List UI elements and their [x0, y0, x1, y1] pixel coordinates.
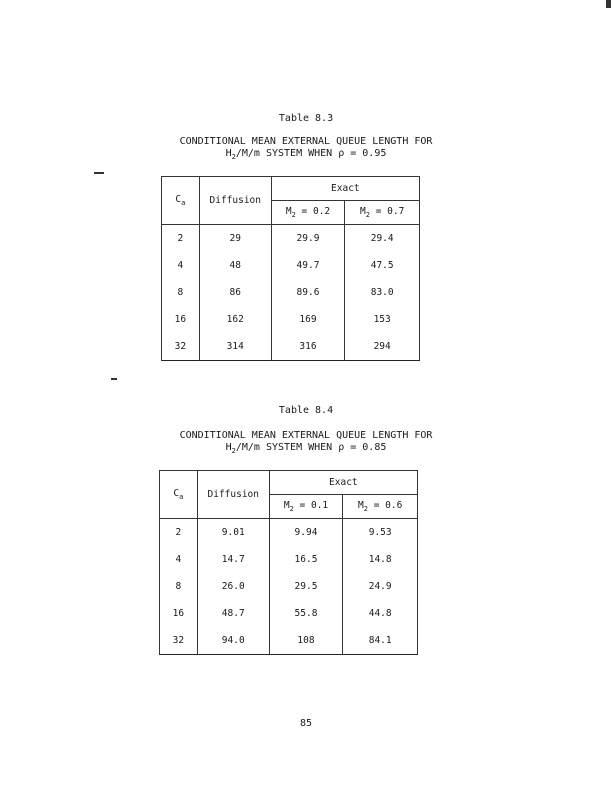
cell-exact-a: 16.5 — [269, 546, 343, 573]
cell-exact-b: 14.8 — [343, 546, 418, 573]
cell-diffusion: 26.0 — [197, 573, 269, 600]
cell-diffusion: 94.0 — [197, 627, 269, 655]
cell-ca: 16 — [160, 600, 198, 627]
table-row — [160, 519, 418, 547]
table-caption-line1: CONDITIONAL MEAN EXTERNAL QUEUE LENGTH FOR — [179, 430, 433, 441]
exact-header: Exact — [271, 177, 419, 201]
diffusion-header: Diffusion — [197, 471, 269, 519]
cell-exact-a: 169 — [271, 306, 345, 333]
cell-ca: 16 — [162, 306, 200, 333]
table-row — [160, 546, 418, 573]
cell-exact-b: 84.1 — [343, 627, 418, 655]
table-row — [162, 252, 420, 279]
queue-length-table — [159, 470, 418, 655]
cell-exact-b: 9.53 — [343, 519, 418, 547]
cell-exact-a: 316 — [271, 333, 345, 361]
exact-header: Exact — [269, 471, 417, 495]
cell-ca: 32 — [162, 333, 200, 361]
table-caption-line2: $H_2/M/m$ SYSTEM WHEN ρ = 0.85 — [225, 442, 387, 455]
cell-ca: 2 — [160, 519, 198, 547]
cell-ca: 4 — [160, 546, 198, 573]
table-row — [160, 573, 418, 600]
table-title: Table 8.3 — [278, 113, 334, 124]
cell-exact-a: 29.9 — [271, 225, 345, 253]
scan-mark — [111, 378, 117, 380]
table-row — [162, 279, 420, 306]
cell-diffusion: 29 — [199, 225, 271, 253]
page-number: 85 — [299, 718, 313, 729]
scan-mark — [606, 0, 611, 8]
cell-ca: 8 — [162, 279, 200, 306]
cell-exact-b: 24.9 — [343, 573, 418, 600]
cell-diffusion: 48 — [199, 252, 271, 279]
cell-exact-a: 49.7 — [271, 252, 345, 279]
cell-exact-a: 89.6 — [271, 279, 345, 306]
cell-exact-b: 153 — [345, 306, 420, 333]
cell-exact-a: 55.8 — [269, 600, 343, 627]
m2-header-b: $M_2 = 0.6$ — [343, 495, 418, 519]
ca-header: $C_a$ — [162, 177, 200, 225]
cell-ca: 8 — [160, 573, 198, 600]
cell-exact-a: 29.5 — [269, 573, 343, 600]
table-row — [162, 333, 420, 361]
m2-header-a: $M_2 = 0.2$ — [271, 201, 345, 225]
cell-exact-b: 294 — [345, 333, 420, 361]
cell-diffusion: 86 — [199, 279, 271, 306]
cell-diffusion: 162 — [199, 306, 271, 333]
cell-exact-a: 9.94 — [269, 519, 343, 547]
cell-diffusion: 9.01 — [197, 519, 269, 547]
table-row — [162, 225, 420, 253]
cell-diffusion: 314 — [199, 333, 271, 361]
cell-exact-b: 83.0 — [345, 279, 420, 306]
queue-length-table — [161, 176, 420, 361]
cell-ca: 4 — [162, 252, 200, 279]
ca-header: $C_a$ — [160, 471, 198, 519]
table-title: Table 8.4 — [278, 405, 334, 416]
m2-header-b: $M_2 = 0.7$ — [345, 201, 420, 225]
cell-ca: 32 — [160, 627, 198, 655]
cell-exact-b: 29.4 — [345, 225, 420, 253]
diffusion-header: Diffusion — [199, 177, 271, 225]
table-caption-line2: $H_2/M/m$ SYSTEM WHEN ρ = 0.95 — [225, 148, 387, 161]
table-row — [160, 627, 418, 655]
cell-diffusion: 14.7 — [197, 546, 269, 573]
m2-header-a: $M_2 = 0.1$ — [269, 495, 343, 519]
cell-exact-a: 108 — [269, 627, 343, 655]
table-caption-line1: CONDITIONAL MEAN EXTERNAL QUEUE LENGTH FOR — [179, 136, 433, 147]
scan-mark — [94, 172, 104, 174]
cell-ca: 2 — [162, 225, 200, 253]
cell-exact-b: 44.8 — [343, 600, 418, 627]
cell-diffusion: 48.7 — [197, 600, 269, 627]
table-row — [162, 306, 420, 333]
cell-exact-b: 47.5 — [345, 252, 420, 279]
table-row — [160, 600, 418, 627]
